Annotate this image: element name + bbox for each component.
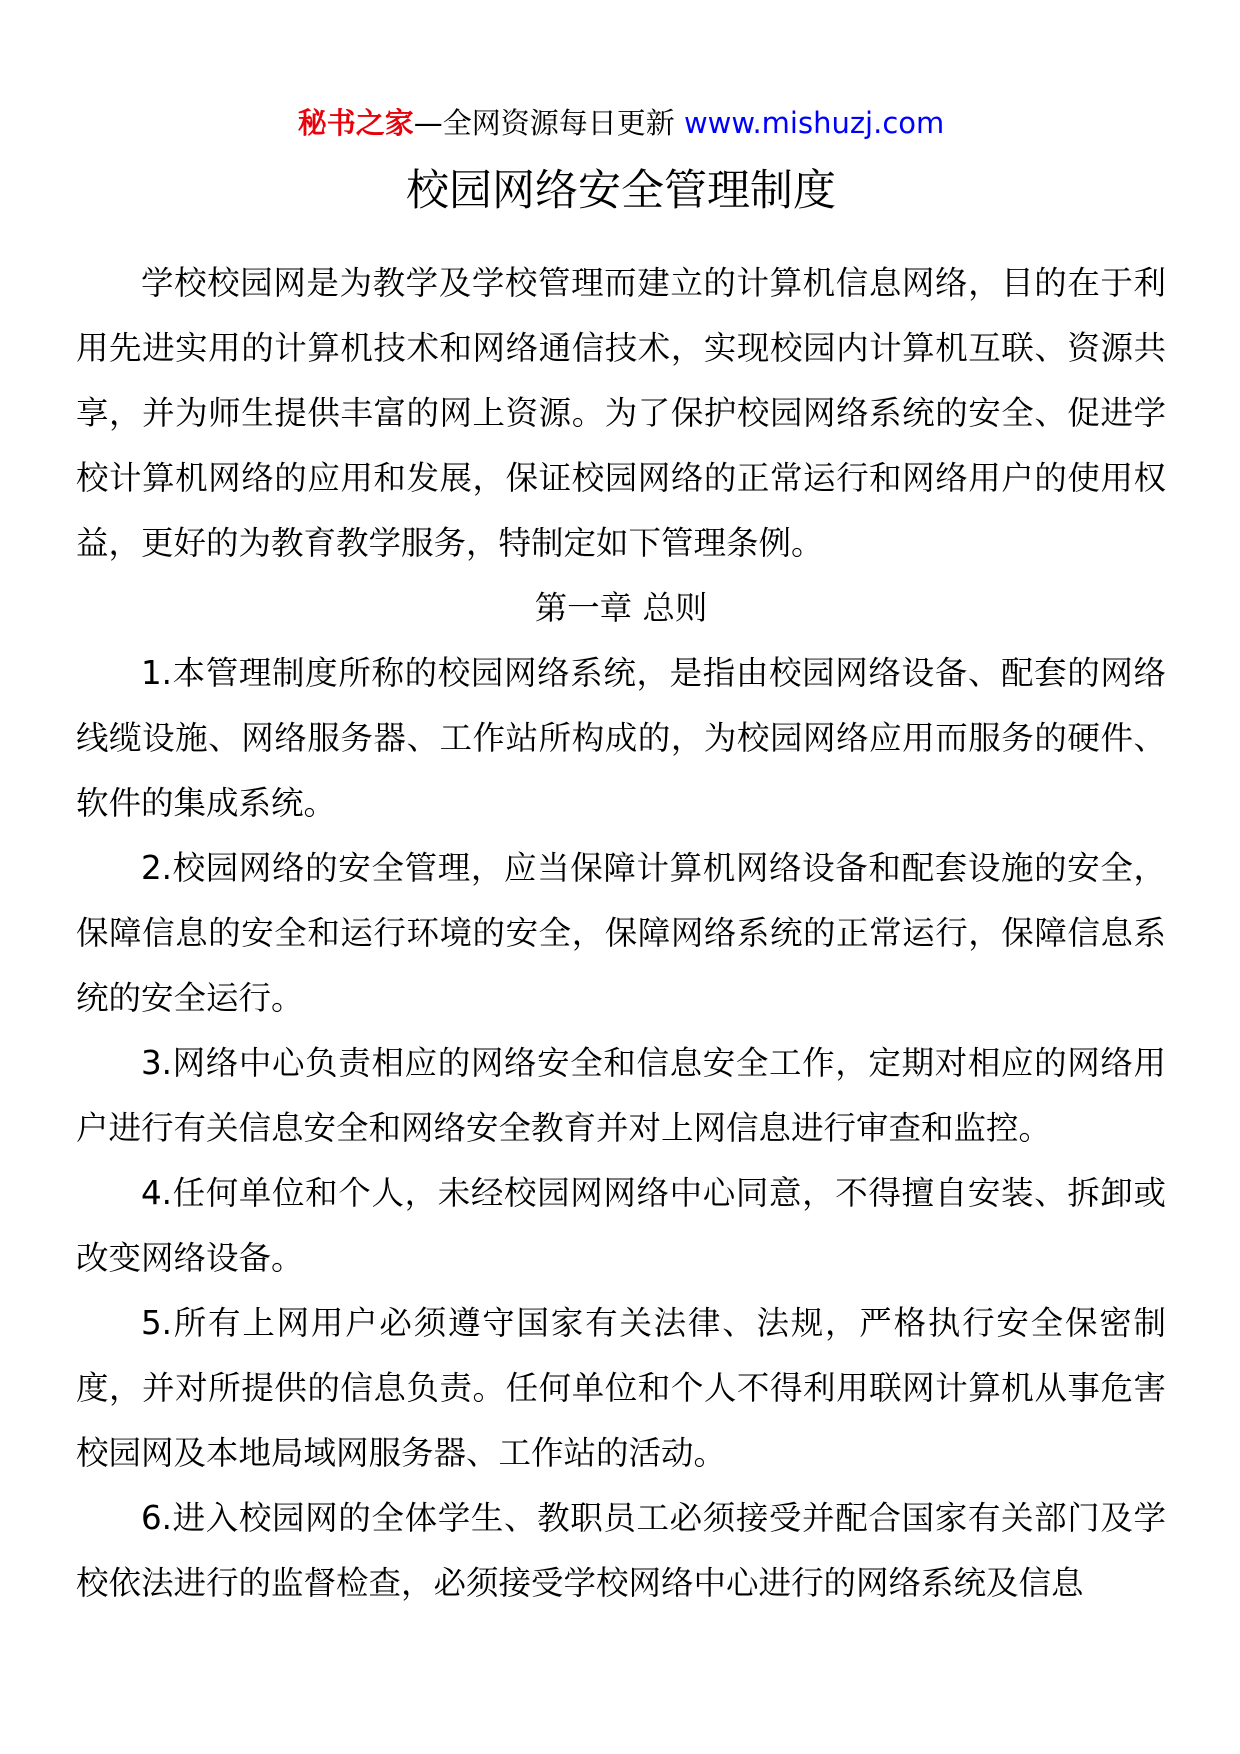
site-header <box>76 100 1166 146</box>
article-paragraph: 2.校园网络的安全管理，应当保障计算机网络设备和配套设施的安全，保障信息的安全和运行环境的安全，保障网络系统的正常运行，保障信息系统的安全运行。 <box>76 848 1166 1017</box>
brand-name: 秘书之家 <box>297 106 414 140</box>
article-paragraph: 3.网络中心负责相应的网络安全和信息安全工作，定期对相应的网络用户进行有关信息安全和网络安全教育并对上网信息进行审查和监控。 <box>76 1043 1166 1147</box>
article-paragraph: 1.本管理制度所称的校园网络系统，是指由校园网络设备、配套的网络线缆设施、网络服务器、工作站所构成的，为校园网络应用而服务的硬件、软件的集成系统。 <box>76 653 1166 822</box>
header-slogan: —全网资源每日更新 <box>413 106 675 140</box>
intro-paragraph: 学校校园网是为教学及学校管理而建立的计算机信息网络，目的在于利用先进实用的计算机技术和网络通信技术，实现校园内计算机互联、资源共享，并为师生提供丰富的网上资源。为了保护校园网络系统的安全、促进学校计算机网络的应用和发展，保证校园网络的正常运行和网络用户的使用权益，更好的为教育教学服务，特制定如下管理条例。 <box>76 263 1166 562</box>
article-paragraph: 4.任何单位和个人，未经校园网网络中心同意，不得擅自安装、拆卸或改变网络设备。 <box>76 1173 1166 1277</box>
chapter-heading: 第一章 总则 <box>534 588 708 627</box>
document-body <box>76 251 1166 1616</box>
article-paragraph: 5.所有上网用户必须遵守国家有关法律、法规，严格执行安全保密制度，并对所提供的信息负责。任何单位和个人不得利用联网计算机从事危害校园网及本地局域网服务器、工作站的活动。 <box>76 1303 1166 1472</box>
document-title: 校园网络安全管理制度 <box>406 166 836 216</box>
site-url-link[interactable]: www.mishuzj.com <box>683 106 945 140</box>
article-paragraph: 6.进入校园网的全体学生、教职员工必须接受并配合国家有关部门及学校依法进行的监督检查，必须接受学校网络中心进行的网络系统及信息 <box>76 1498 1166 1602</box>
